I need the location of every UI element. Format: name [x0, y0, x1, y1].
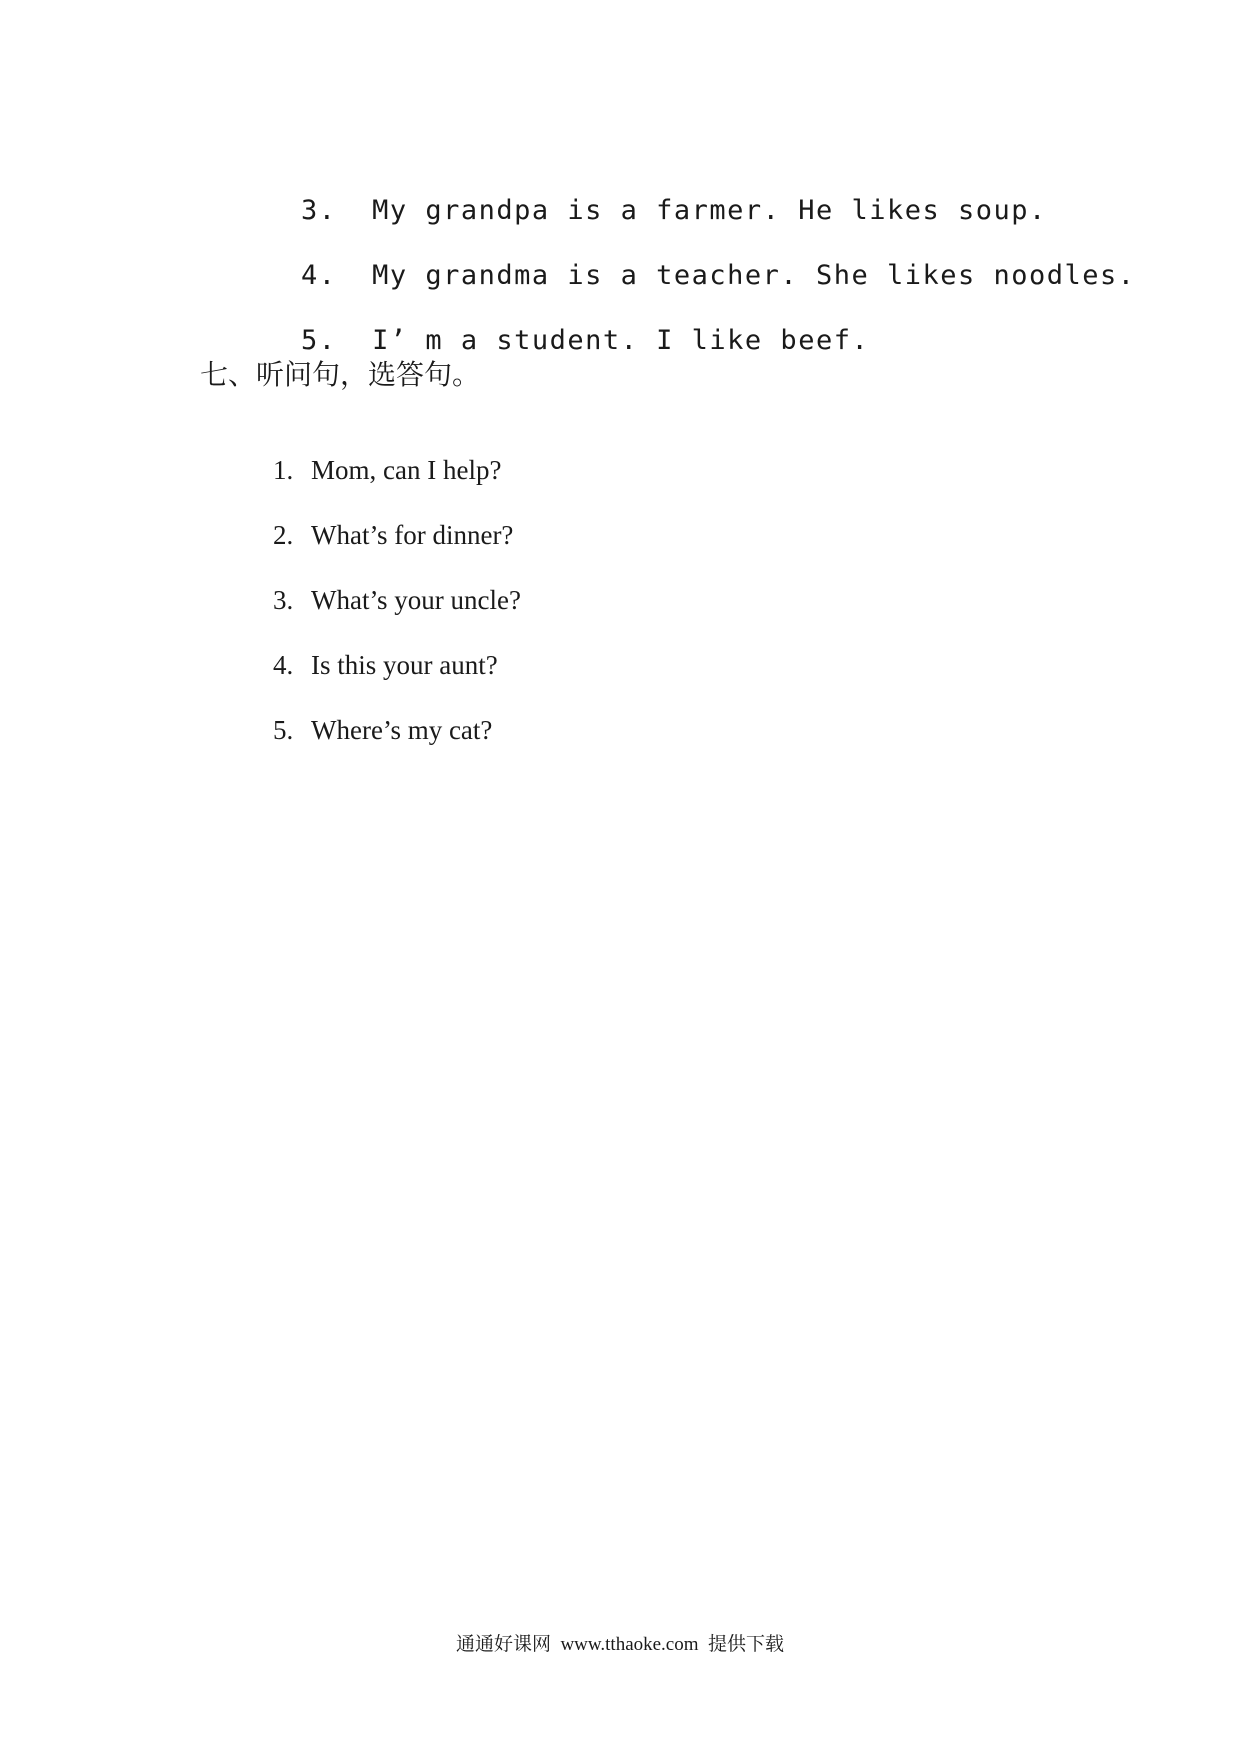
item-text: My grandpa is a farmer. He likes soup. [372, 195, 1047, 226]
item-number: 4. [301, 260, 337, 291]
page-footer: 通通好课网 www.tthaoke.com 提供下载 [455, 1634, 785, 1655]
item-number: 2. [273, 520, 294, 550]
item-text: Is this your aunt? [311, 650, 498, 680]
item-number: 3. [301, 195, 337, 226]
item-text: My grandma is a teacher. She likes noodles. [372, 260, 1136, 291]
item-number: 4. [273, 650, 294, 680]
item-number: 5. [273, 715, 294, 745]
item-text: Mom, can I help? [311, 455, 502, 485]
section-heading: 七、听问句，选答句。 [200, 358, 481, 391]
item-number: 3. [273, 585, 294, 615]
item-number: 1. [273, 455, 294, 485]
part-seven-item-5 [246, 690, 492, 771]
item-text: I’ m a student. I like beef. [372, 325, 870, 356]
item-text: What’s for dinner? [311, 520, 514, 550]
item-number: 5. [301, 325, 337, 356]
item-text: Where’s my cat? [311, 715, 493, 745]
item-text: What’s your uncle? [311, 585, 521, 615]
